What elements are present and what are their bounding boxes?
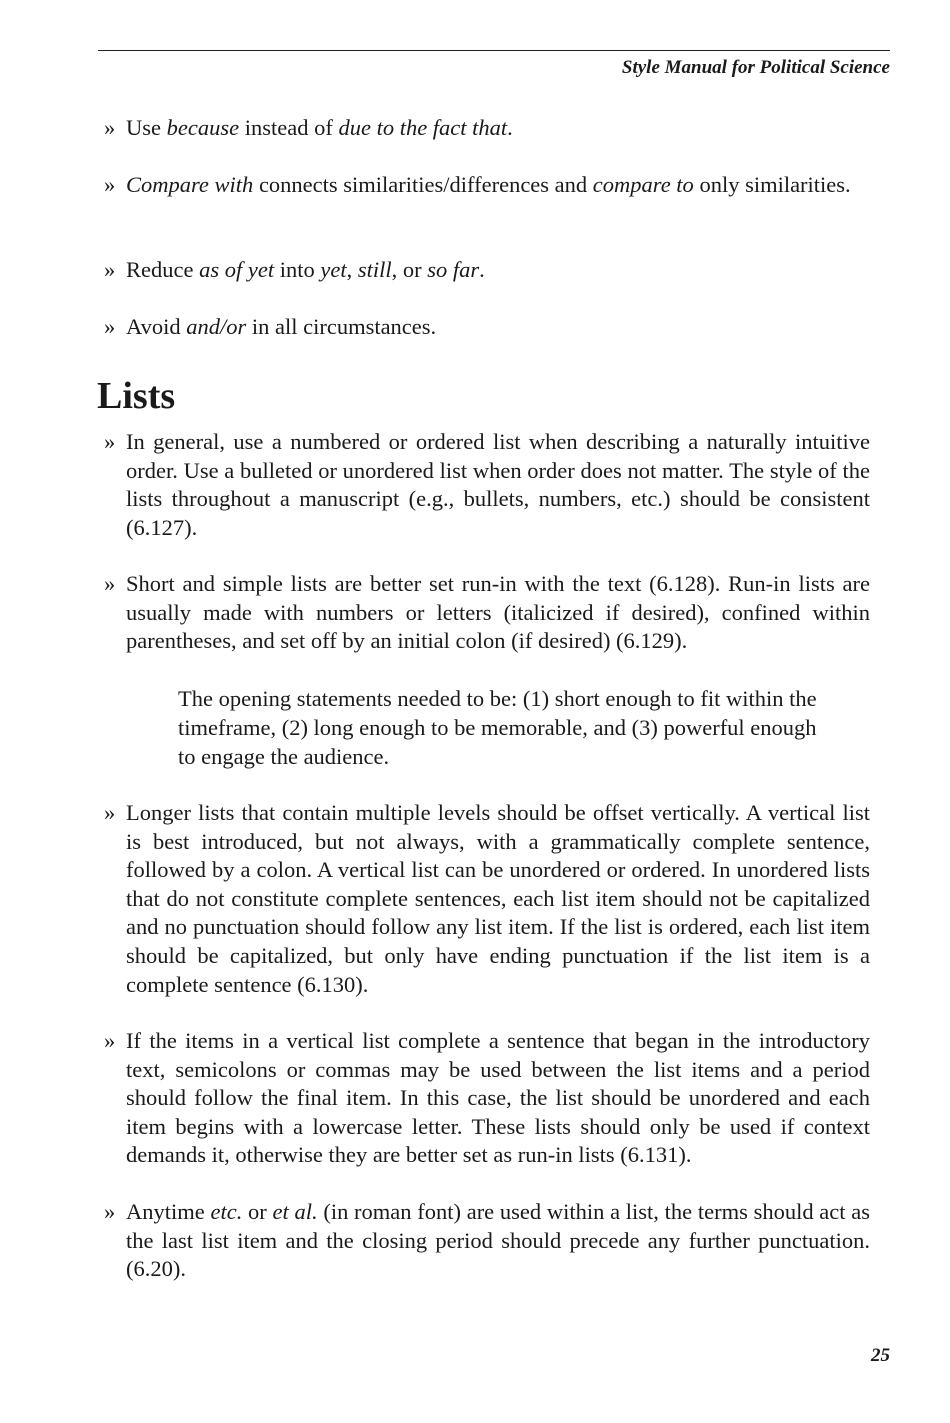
- list-item: [104, 570, 870, 656]
- list-item-text: Use because instead of due to the fact that.: [126, 115, 513, 140]
- bullet-mark: »: [104, 571, 116, 596]
- list-item-text: Reduce as of yet into yet, still, or so far.: [126, 257, 485, 282]
- bullet-mark: »: [104, 429, 116, 454]
- list-item: [104, 1027, 870, 1170]
- header-rule: [98, 50, 890, 51]
- bullet-mark: »: [104, 1028, 116, 1053]
- list-item-text: Avoid and/or in all circumstances.: [126, 314, 437, 339]
- list-item-text: Compare with connects similarities/differences and compare to only similarities.: [126, 172, 851, 197]
- list-item: [104, 114, 870, 143]
- page-number: 25: [871, 1345, 890, 1366]
- bullet-mark: »: [104, 1199, 116, 1224]
- list-item-text: Short and simple lists are better set run-in with the text (6.128). Run-in lists are usually made with numbers or letters (italicized if desired), confined within parentheses, and set off by an initial colon (if desired) (6.129).: [126, 571, 870, 654]
- bullet-mark: »: [104, 115, 116, 140]
- bullet-mark: »: [104, 800, 116, 825]
- list-item-text: Anytime etc. or et al. (in roman font) are used within a list, the terms should act as the last list item and the closing period should precede any further punctuation. (6.20).: [126, 1199, 870, 1282]
- list-item-text: Longer lists that contain multiple levels should be offset vertically. A vertical list is best introduced, but not always, with a grammatically complete sentence, followed by a colon. A vertical list can be unordered or ordered. In unordered lists that do not constitute complete sentences, each list item should not be capitalized and no punctuation should follow any list item. If the list is ordered, each list item should be capitalized, but only have ending punctuation if the list item is a complete sentence (6.130).: [126, 800, 870, 997]
- running-title: Style Manual for Political Science: [621, 57, 890, 78]
- list-item: [104, 171, 870, 200]
- list-item: [104, 799, 870, 999]
- section-heading: Lists: [97, 375, 176, 417]
- list-item-text: In general, use a numbered or ordered list when describing a naturally intuitive order. Use a bulleted or unordered list when order does not matter. The style of the lists throughout a manuscript (e.g., bullets, numbers, etc.) should be consistent (6.127).: [126, 429, 870, 540]
- bullet-mark: »: [104, 257, 116, 282]
- list-item: [104, 313, 870, 342]
- list-item: [104, 1198, 870, 1284]
- example-block-quote: The opening statements needed to be: (1) short enough to fit within the timeframe, (2) long enough to be memorable, and (3) powerful enough to engage the audience.: [178, 686, 817, 769]
- bullet-mark: »: [104, 314, 116, 339]
- list-item: [104, 428, 870, 542]
- list-item-text: If the items in a vertical list complete a sentence that began in the introductory text, semicolons or commas may be used between the list items and a period should follow the final item. In this case, the list should be unordered and each item begins with a lowercase letter. These lists should only be used if context demands it, otherwise they are better set as run-in lists (6.131).: [126, 1028, 870, 1168]
- bullet-mark: »: [104, 172, 116, 197]
- list-item: [104, 256, 870, 285]
